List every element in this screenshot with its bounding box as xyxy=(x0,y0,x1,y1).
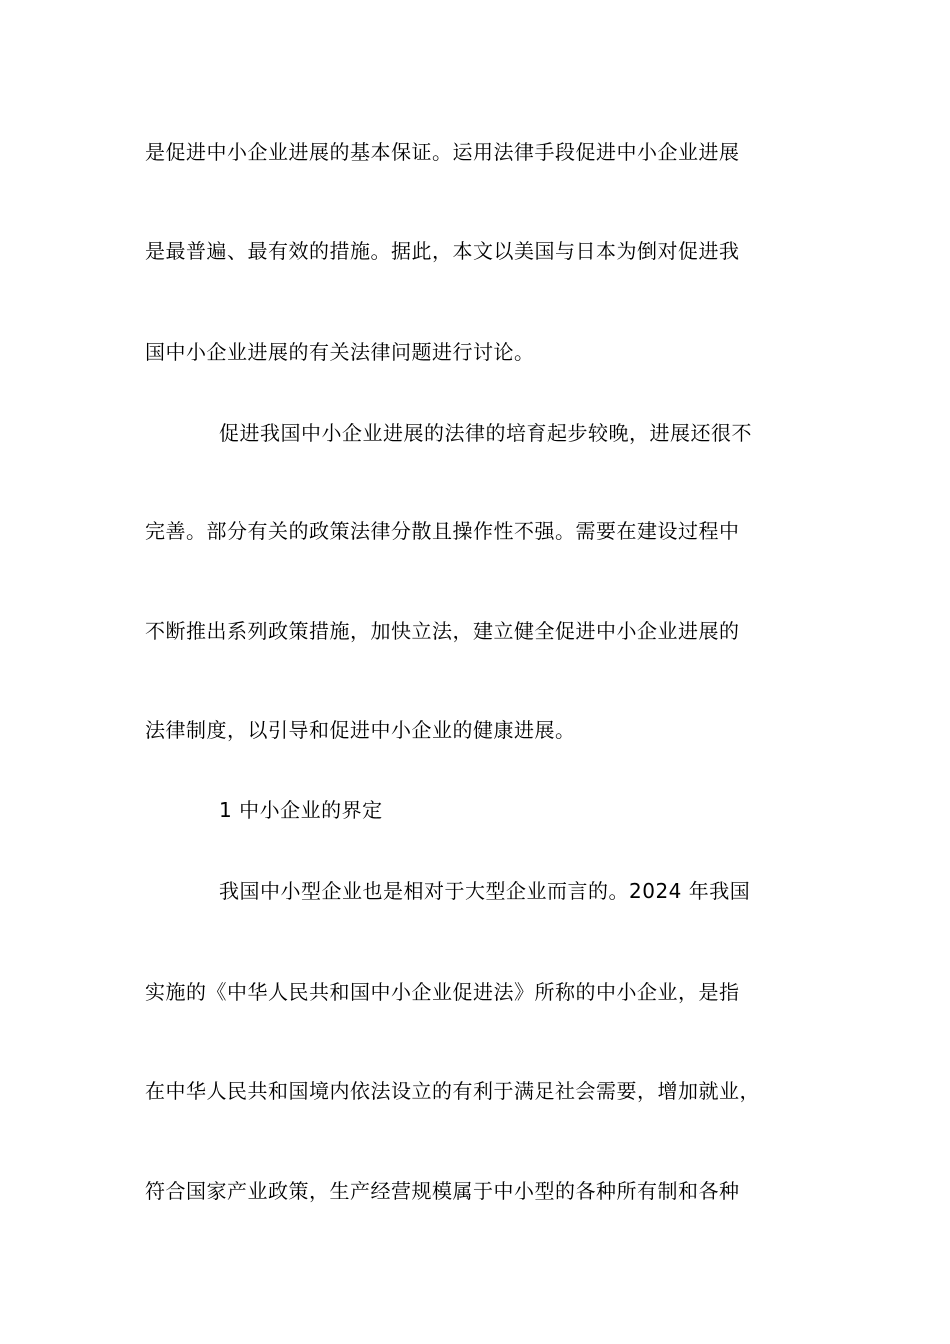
paragraph-3-line-3: 在中华人民共和国境内依法设立的有利于满足社会需要，增加就业， xyxy=(145,1079,760,1103)
paragraph-2-line-4: 法律制度，以引导和促进中小企业的健康进展。 xyxy=(145,718,576,742)
paragraph-3-line-4: 符合国家产业政策，生产经营规模属于中小型的各种所有制和各种 xyxy=(145,1179,740,1203)
paragraph-1-line-1: 是促进中小企业进展的基本保证。运用法律手段促进中小企业进展 xyxy=(145,140,740,164)
paragraph-1-line-3: 国中小企业进展的有关法律问题进行讨论。 xyxy=(145,340,535,364)
paragraph-2-line-2: 完善。部分有关的政策法律分散且操作性不强。需要在建设过程中 xyxy=(145,519,740,543)
paragraph-3-line-2: 实施的《中华人民共和国中小企业促进法》所称的中小企业，是指 xyxy=(145,980,740,1004)
paragraph-2-line-3: 不断推出系列政策措施，加快立法，建立健全促进中小企业进展的 xyxy=(145,619,740,643)
paragraph-3-line-1: 我国中小型企业也是相对于大型企业而言的。2024 年我国 xyxy=(219,879,751,903)
section-heading: 1 中小企业的界定 xyxy=(219,798,383,822)
paragraph-2-line-1: 促进我国中小企业进展的法律的培育起步较晚，进展还很不 xyxy=(219,421,752,445)
paragraph-1-line-2: 是最普遍、最有效的措施。据此，本文以美国与日本为倒对促进我 xyxy=(145,239,740,263)
